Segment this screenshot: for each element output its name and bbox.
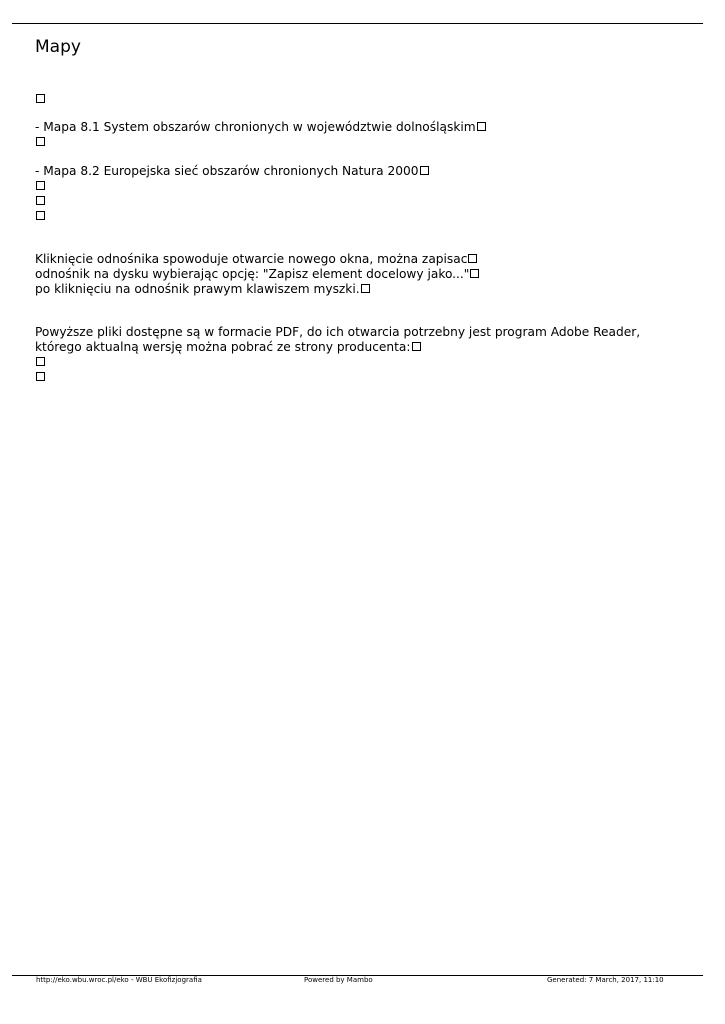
header-rule	[12, 23, 703, 24]
missing-glyph-box	[420, 166, 429, 175]
map-link-label[interactable]: - Mapa 8.1 System obszarów chronionych w województwie dolnośląskim	[35, 120, 476, 134]
missing-glyph-box	[36, 137, 45, 146]
note-text: odnośnik na dysku wybierając opcję: "Zapisz element docelowy jako..."	[35, 267, 470, 281]
page-title: Mapy	[35, 37, 81, 57]
missing-glyph-box	[36, 372, 45, 381]
note-text: po kliknięciu na odnośnik prawym klawiszem myszki.	[35, 282, 360, 296]
missing-glyph-box	[470, 269, 479, 278]
missing-glyph-box	[36, 211, 45, 220]
note-line	[35, 267, 479, 282]
missing-glyph-box	[36, 357, 45, 366]
note-text: Kliknięcie odnośnika spowoduje otwarcie nowego okna, można zapisac	[35, 252, 468, 266]
missing-glyph-box	[477, 122, 486, 131]
pdf-line	[35, 340, 421, 355]
pdf-text: którego aktualną wersję można pobrać ze strony producenta:	[35, 340, 411, 354]
note-line	[35, 282, 370, 297]
map-link-8-1[interactable]	[35, 120, 486, 135]
footer-powered: Powered by Mambo	[304, 976, 373, 984]
pdf-line	[35, 325, 640, 340]
missing-glyph-box	[36, 94, 45, 103]
missing-glyph-box	[468, 254, 477, 263]
missing-glyph-box	[412, 342, 421, 351]
note-line	[35, 252, 477, 267]
map-link-label[interactable]: - Mapa 8.2 Europejska sieć obszarów chronionych Natura 2000	[35, 164, 419, 178]
missing-glyph-box	[36, 196, 45, 205]
footer-generated: Generated: 7 March, 2017, 11:10	[547, 976, 664, 984]
missing-glyph-box	[36, 181, 45, 190]
footer-site: http://eko.wbu.wroc.pl/eko - WBU Ekofizjografia	[36, 976, 202, 984]
map-link-8-2[interactable]	[35, 164, 429, 179]
pdf-text: Powyższe pliki dostępne są w formacie PDF, do ich otwarcia potrzebny jest program Adobe Reader,	[35, 325, 641, 339]
missing-glyph-box	[361, 284, 370, 293]
